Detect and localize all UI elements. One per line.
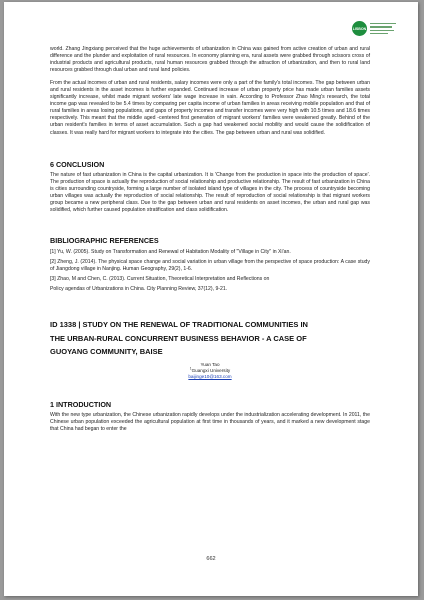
section-heading-references: BIBLIOGRAPHIC REFERENCES <box>50 235 159 245</box>
article-title-line: THE URBAN-RURAL CONCURRENT BUSINESS BEHAVIOR - A CASE OF <box>50 333 307 343</box>
article-title-line: GUOYANG COMMUNITY, BAISE <box>50 347 163 357</box>
logo-emblem: LISBON <box>352 21 367 36</box>
references-section <box>50 236 370 293</box>
paper-page <box>4 2 418 596</box>
article-title-line: ID 1338 | STUDY ON THE RENEWAL OF TRADITIONAL COMMUNITIES IN <box>50 320 308 330</box>
article-title <box>50 318 370 359</box>
author-block <box>50 362 370 380</box>
reference-item: [2] Zheng, J. (2014). The physical space change and social variation in urban village from the perspective of space production: A case study of Jiangdong village in Nanjing. Human Geography, 29(2), 1-6. <box>50 258 370 272</box>
page-content <box>50 46 370 433</box>
section-heading-conclusion: 6 CONCLUSION <box>50 159 105 169</box>
body-paragraph: world. Zhang Jingxiang perceived that the huge achievements of urbanization in China was gained from active creation of urban and rural difference and the plunder and exploitation of rural resources. In economy planning era, rural assets were grabbed through scissors cross of industrial products and agricultural products, rural human resources grabbed through the attraction of urbanization, and then to rural land resources grabbed through dual urban and rural land policies. <box>50 46 370 74</box>
author-email-link[interactable]: baijinge10@163.com <box>188 373 232 379</box>
reference-item: Policy agendas of Urbanizations in China. City Planning Review, 37(12), 9-21. <box>50 286 228 293</box>
author-affiliation: $^1$Guangxi University <box>189 366 231 373</box>
logo-wordmark <box>370 23 396 34</box>
body-paragraph: From the actual incomes of urban and rural residents, salary incomes were only a part of the family's total incomes. The gap between urban and rural residents in the asset incomes is further expanded. Continued increase of urban property price has made urban families assets significantly increase, whilst made migrant workers' late wage increase in vain. According to Professor Zhao Ming's research, the total income gap was revealed to be 5.4 times by comparing per capita income of urban families in areas receiving mobile population and that of rural families in areas losing populations, and gaps of property incomes and transfer incomes were very high with 10.5 times and 18.6 times respectively. This meant that the middle aged -centered first generation of migrant workers' families were weakened greatly. Behind of the urban resident's families in terms of asset accumulation. Such a gap had weakened social mobility and would cause the solidification of classes. It was really hard for migrant workers to integrate into the cities. The gap between urban and rural was solidified. <box>50 80 370 136</box>
section-heading-introduction: 1 INTRODUCTION <box>50 399 112 409</box>
conference-logo <box>352 20 400 37</box>
page-number: 662 <box>206 556 216 562</box>
author-name: Yuan Tao <box>200 361 220 367</box>
reference-item: [3] Zhao, M and Chen, C. (2013). Current Situation, Theoretical Interpretation and Reflections on <box>50 275 270 282</box>
reference-item: [1] Yu, W. (2005). Study on Transformation and Renewal of Habitation Modality of "Village in City" in Xi'an. <box>50 248 291 255</box>
affiliation-mark: 1 <box>189 366 192 371</box>
conclusion-paragraph: The nature of fast urbanization in China is the capital urbanization. It is 'Change from the production in space into the production of space'. The production of space is actually the reproduction of social relationship and productive relationship. The result of fast urbanization in China is cities surrounding countryside, forming a large number of isolated island type of villages in the city. The process of countryside becoming urban villages was actually the reproduction of social relationship. The result of reproduction of social relationship is that migrant workers group became a new peripheral class. Due to the gap between urban and rural residents on asset incomes, the urban and rural gap was solidified, which further caused population stratification and class solidification. <box>50 171 370 213</box>
introduction-paragraph: With the new type urbanization, the Chinese urbanization rapidly develops under the industrialization accelerating development. In 2011, the Chinese urban population exceeded the agricultural population at first time in thousands of years, and it marked a new development stage that China had began to enter the <box>50 411 370 432</box>
